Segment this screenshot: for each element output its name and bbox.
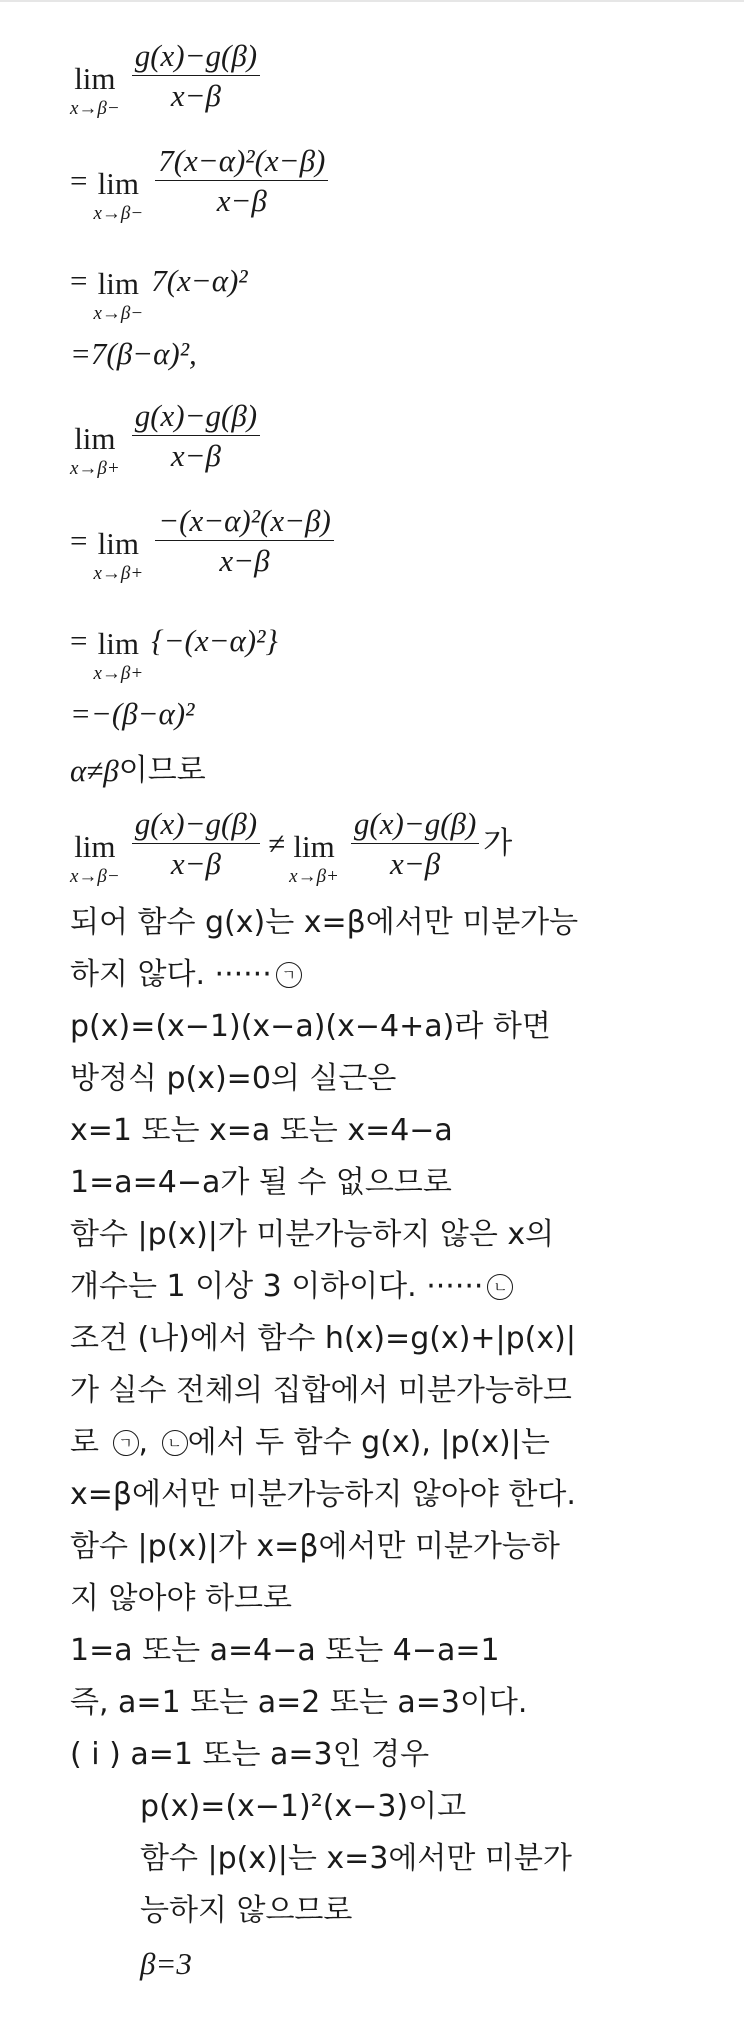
text-line: p(x)=(x−1)(x−a)(x−4+a)라 하면 (70, 1009, 551, 1044)
denominator: x−β (170, 438, 221, 473)
limits-not-equal: lim x→β− $\frac{g(x)-g(\beta)}{x-\beta}$ ≠ lim x→β+ $\frac{g(x)-g(\beta)}{x-\beta}$ 가 (70, 806, 513, 887)
denominator: x−β (170, 78, 221, 113)
circled-marker-giyeok: ㄱ (276, 962, 302, 988)
case-text-line: 함수 |p(x)|는 x=3에서만 미분가 (140, 1841, 572, 1876)
text-line: 지 않아야 하므로 (70, 1581, 292, 1616)
numerator: g(x)−g(β) (132, 40, 260, 76)
fraction (155, 505, 334, 576)
circled-marker-giyeok: ㄱ (113, 1430, 139, 1456)
text-line: 방정식 p(x)=0의 실근은 (70, 1061, 397, 1096)
left-limit-result: =7(β−α)², (70, 336, 197, 371)
text-line: 조건 (나)에서 함수 h(x)=g(x)+|p(x)| (70, 1321, 576, 1356)
left-limit-step-1: = lim x→β− $\frac{\text{7(x−α)²(x−β)}}{x-\beta}$ (70, 145, 332, 216)
denominator: x−β (219, 543, 270, 578)
right-limit-result: =−(β−α)² (70, 696, 195, 731)
text-line: x=1 또는 x=a 또는 x=4−a (70, 1113, 453, 1148)
numerator: 7(x−α)²(x−β) (155, 145, 328, 181)
text-line: 1=a=4−a가 될 수 없으므로 (70, 1165, 452, 1200)
right-limit-step-1: = lim x→β+ $\frac{\text{−(x−α)²(x−β)}}{x-\beta}$ (70, 505, 338, 576)
text-line: x=β에서만 미분가능하지 않아야 한다. (70, 1477, 576, 1512)
expression: 7(x−α)² (151, 263, 248, 299)
right-limit-operator: lim x→β+ (289, 828, 339, 887)
text-line: 함수 |p(x)|가 미분가능하지 않은 x의 (70, 1217, 555, 1252)
fraction (155, 145, 328, 216)
text-line: 되어 함수 g(x)는 x=β에서만 미분가능 (70, 905, 579, 940)
text-line-marker-2: 개수는 1 이상 3 이하이다. ······ ㄴ (70, 1272, 513, 1302)
limit-operator: lim x→β+ (93, 525, 144, 584)
case-text-line: p(x)=(x−1)²(x−3)이고 (140, 1789, 467, 1824)
right-quotient: $\frac{g(x)-g(\beta)}{x-\beta}$ (351, 808, 479, 879)
case-result: β=3 (140, 1946, 192, 1981)
limit-operator: lim x→β− (93, 165, 144, 224)
text-line: 1=a 또는 a=4−a 또는 4−a=1 (70, 1633, 500, 1668)
text-line: 즉, a=1 또는 a=2 또는 a=3이다. (70, 1685, 528, 1720)
limit-operator: lim x→β+ (70, 420, 120, 479)
text-line-marker-1: 하지 않다. ······ ㄱ (70, 960, 302, 990)
case-text-line: 능하지 않으므로 (140, 1893, 353, 1928)
text-line: 가 실수 전체의 집합에서 미분가능하므 (70, 1373, 572, 1408)
numerator: −(x−α)²(x−β) (155, 505, 334, 541)
left-limit-operator: lim x→β− (70, 828, 120, 887)
text-line-markers: 로 ㄱ , ㄴ 에서 두 함수 g(x), |p(x)|는 (70, 1425, 550, 1460)
left-limit-definition (70, 38, 264, 119)
expression: {−(x−α)²} (151, 623, 278, 659)
right-limit-step-2: = lim x→β+ {−(x−α)²} (70, 623, 278, 684)
condition-line: α≠β 이므로 (70, 752, 206, 788)
text-line: 함수 |p(x)|가 x=β에서만 미분가능하 (70, 1529, 560, 1564)
left-limit-step-2: = lim x→β− 7(x−α)² (70, 263, 248, 324)
numerator: g(x)−g(β) (132, 400, 260, 436)
circled-marker-nieun: ㄴ (162, 1430, 188, 1456)
right-limit-definition (70, 398, 264, 479)
difference-quotient (132, 400, 260, 471)
limit-operator: lim x→β− (93, 266, 144, 324)
denominator: x−β (216, 183, 267, 218)
not-equal-sign: ≠ (268, 826, 286, 861)
left-quotient: $\frac{g(x)-g(\beta)}{x-\beta}$ (132, 808, 260, 879)
case-heading: ( i ) a=1 또는 a=3인 경우 (70, 1737, 430, 1772)
limit-operator: lim x→β− (70, 60, 120, 119)
circled-marker-nieun: ㄴ (487, 1274, 513, 1300)
difference-quotient (132, 40, 260, 111)
top-divider (0, 0, 744, 2)
limit-operator: lim x→β+ (93, 626, 144, 684)
